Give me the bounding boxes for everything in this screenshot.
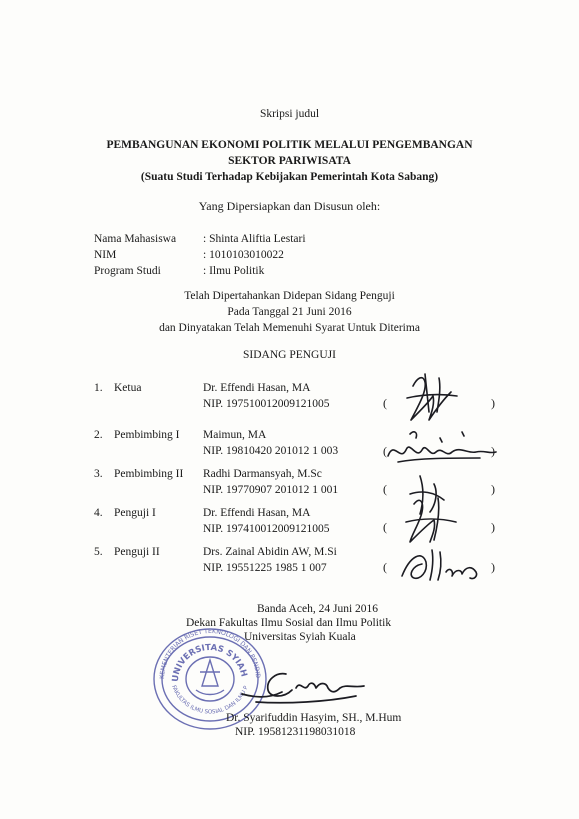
signature-bracket-close: ) [491, 482, 495, 496]
member-nip: NIP. 19810420 201012 1 003 [203, 445, 339, 457]
signature-bracket-close: ) [491, 560, 495, 574]
signature-bracket-open: ( [383, 520, 387, 534]
defense-statement-line-3: dan Dinyatakan Telah Memenuhi Syarat Untuk Diterima [159, 322, 420, 334]
dean-nip: NIP. 19581231198031018 [235, 726, 356, 738]
thesis-title-line-2: SEKTOR PARIWISATA [228, 155, 351, 167]
signature-ketua [395, 368, 485, 428]
member-number: 5. [94, 546, 103, 558]
study-program-label: Program Studi [94, 265, 161, 277]
student-name-value: : Shinta Aliftia Lestari [203, 233, 306, 245]
defense-statement-line-1: Telah Dipertahankan Didepan Sidang Penguji [184, 290, 395, 302]
student-name-label: Nama Mahasiswa [94, 233, 177, 245]
svg-text:FAKULTAS ILMU SOSIAL DAN ILMU: FAKULTAS ILMU SOSIAL DAN ILMU P [170, 684, 250, 716]
defense-statement-line-2: Pada Tanggal 21 Juni 2016 [227, 306, 352, 318]
member-name: Drs. Zainal Abidin AW, M.Si [203, 546, 337, 558]
member-number: 2. [94, 429, 103, 441]
dean-name: Dr. Syarifuddin Hasyim, SH., M.Hum [226, 712, 402, 724]
svg-text:UNIVERSITAS SYIAH KUALA: UNIVERSITAS SYIAH [170, 642, 249, 683]
signature-bracket-close: ) [491, 444, 495, 458]
thesis-title-line-1: PEMBANGUNAN EKONOMI POLITIK MELALUI PENGEMBANGAN [106, 139, 473, 151]
approval-place-date: Banda Aceh, 24 Juni 2016 [257, 603, 379, 615]
document-caption: Skripsi judul [259, 108, 320, 120]
signature-bracket-open: ( [383, 482, 387, 496]
study-program-value: : Ilmu Politik [203, 265, 265, 277]
signature-bracket-open: ( [383, 560, 387, 574]
signature-bracket-close: ) [491, 396, 495, 410]
signature-penguji-2 [392, 542, 488, 586]
university-name: Universitas Syiah Kuala [244, 631, 356, 643]
prepared-by-label: Yang Dipersiapkan dan Disusun oleh: [198, 199, 381, 213]
member-number: 1. [94, 382, 103, 394]
svg-text:KEMENTERIAN RISET TEKNOLOGI DA: KEMENTERIAN RISET TEKNOLOGI DAN PENDID [158, 628, 262, 680]
member-name: Radhi Darmansyah, M.Sc [203, 468, 322, 480]
member-name: Dr. Effendi Hasan, MA [203, 507, 311, 519]
member-nip: NIP. 19551225 1985 1 007 [203, 562, 327, 574]
signature-bracket-open: ( [383, 396, 387, 410]
signature-bracket-close: ) [491, 520, 495, 534]
student-nim-label: NIM [94, 249, 117, 261]
member-number: 4. [94, 507, 103, 519]
member-role: Penguji II [114, 546, 160, 558]
member-name: Maimun, MA [203, 429, 267, 441]
member-role: Ketua [114, 382, 142, 394]
signature-dean [236, 664, 376, 710]
member-nip: NIP. 19770907 201012 1 001 [203, 484, 339, 496]
member-nip: NIP. 197410012009121005 [203, 523, 330, 535]
member-number: 3. [94, 468, 103, 480]
signature-pembimbing-1 [380, 428, 500, 470]
dean-title: Dekan Fakultas Ilmu Sosial dan Ilmu Politik [186, 617, 392, 629]
student-nim-value: : 1010103010022 [203, 249, 284, 261]
member-nip: NIP. 197510012009121005 [203, 398, 330, 410]
thesis-subtitle: (Suatu Studi Terhadap Kebijakan Pemerintah Kota Sabang) [140, 171, 439, 183]
committee-heading: SIDANG PENGUJI [243, 349, 336, 361]
signature-bracket-open: ( [383, 444, 387, 458]
member-role: Penguji I [114, 507, 156, 519]
member-role: Pembimbing II [114, 468, 184, 480]
member-name: Dr. Effendi Hasan, MA [203, 382, 311, 394]
member-role: Pembimbing I [114, 429, 180, 441]
